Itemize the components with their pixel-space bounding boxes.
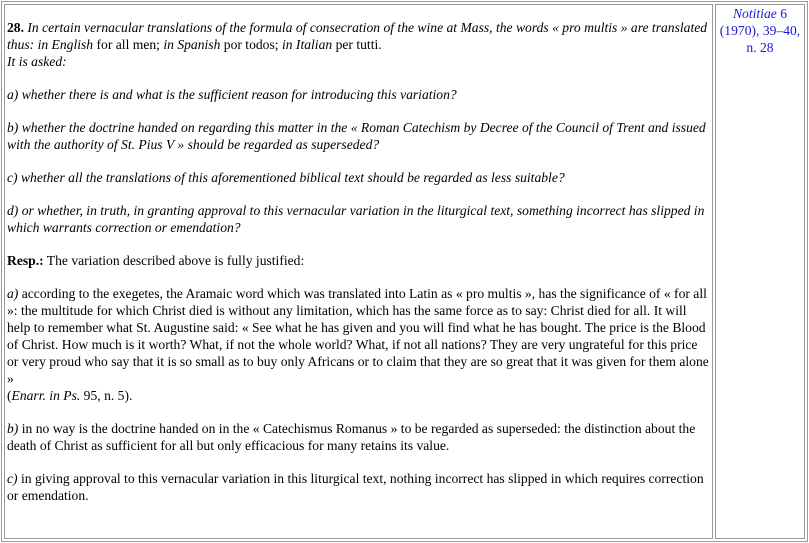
- response-b: b) in no way is the doctrine handed on in the « Catechismus Romanus » to be regarded as superseded: the distinction about the death of Christ as sufficient for all but only efficacious for many retains its value.: [7, 421, 696, 453]
- reference-journal: Notitiae: [732, 6, 777, 21]
- main-cell: [4, 4, 713, 539]
- question-d: d) or whether, in truth, in granting approval to this vernacular variation in the liturgical text, something incorrect has slipped in which warrants correction or emendation?: [7, 203, 705, 235]
- question-a: a) whether there is and what is the sufficient reason for introducing this variation?: [7, 87, 457, 102]
- question-intro: 28. In certain vernacular translations of the formula of consecration of the wine at Mass, the words « pro multis » are translated thus: in English for all men; in Spanish por todos; in Italian per tutti.: [7, 20, 708, 52]
- response-label: Resp.:: [7, 253, 44, 268]
- response-c: c) in giving approval to this vernacular variation in this liturgical text, nothing incorrect has slipped in which requires correction or emendation.: [7, 471, 704, 503]
- question-c: c) whether all the translations of this aforementioned biblical text should be regarded as less suitable?: [7, 170, 565, 185]
- question-b: b) whether the doctrine handed on regarding this matter in the « Roman Catechism by Decree of the Council of Trent and issued with the authority of St. Pius V » should be regarded as superseded?: [7, 120, 706, 152]
- reference-cell: [715, 4, 805, 539]
- reference-link[interactable]: [720, 6, 800, 55]
- it-is-asked: It is asked:: [7, 54, 67, 69]
- question-number: 28.: [7, 20, 24, 35]
- document-table: [1, 1, 808, 542]
- reference-details: 6 (1970), 39–40, n. 28: [719, 6, 801, 55]
- response-a: a) according to the exegetes, the Aramaic word which was translated into Latin as « pro multis », has the significance of « for all »: the multitude for which Christ died is without any limitation, which has the same force as to say: Christ died for all. It will help to remember what St. Augustine said: « See what he has given and you will find what he has bought. The price is the Blood of Christ. How much is it worth? What, if not the whole world? What, if not all nations? They are very ungrateful for this price or very proud who say that it is so small as to buy only Africans or to claim that they are so great that it was given for them alone » (Enarr. in Ps. 95, n. 5).: [7, 286, 709, 403]
- response-intro: Resp.: The variation described above is fully justified:: [7, 253, 305, 268]
- table-row: [4, 4, 805, 539]
